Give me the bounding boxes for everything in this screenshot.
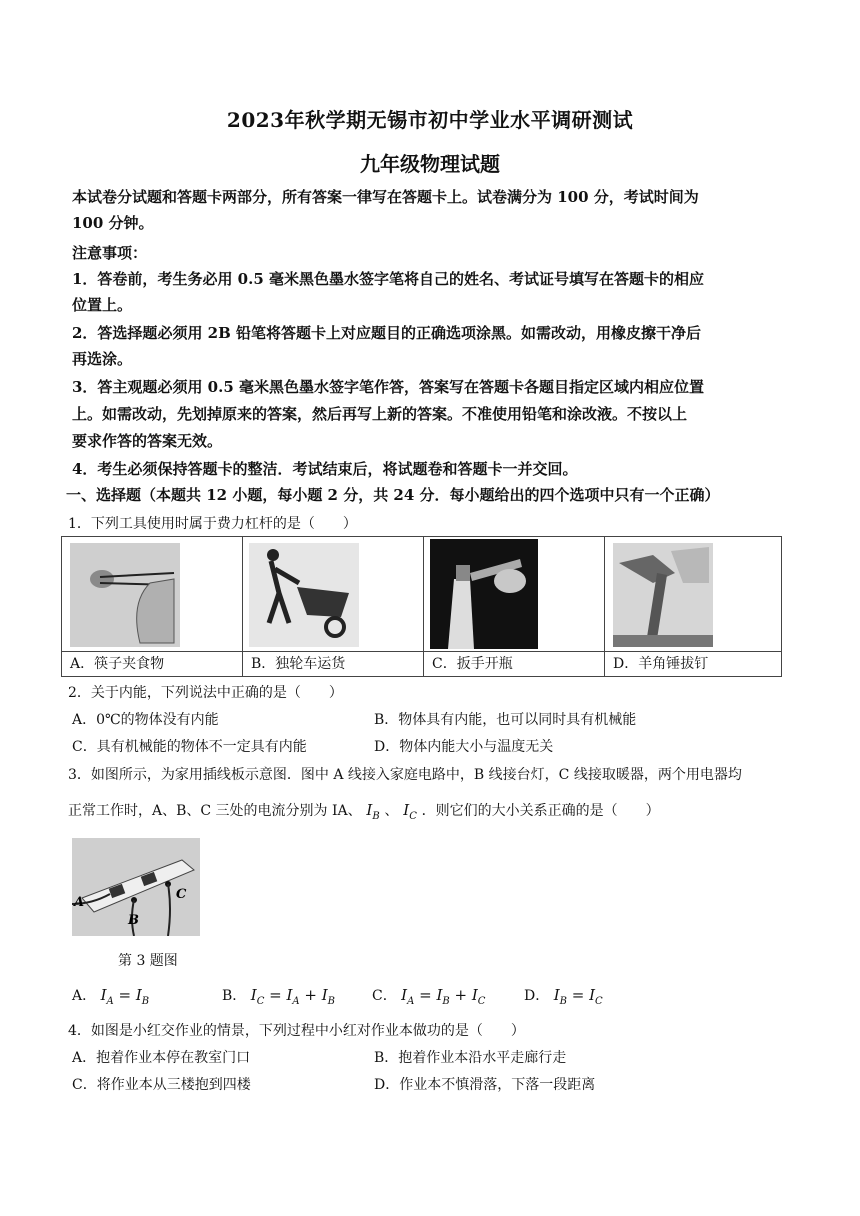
note-2-line2: 再选涂。 bbox=[72, 350, 133, 368]
q3-current-ic: $I_C$ bbox=[398, 801, 417, 822]
note-1-line2: 位置上。 bbox=[72, 296, 133, 314]
q1-option-b bbox=[243, 537, 424, 677]
q3-option-a-letter: A． bbox=[72, 988, 97, 1004]
q3-option-a bbox=[72, 985, 149, 1007]
q1-options-table bbox=[61, 536, 782, 677]
note-3-line3: 要求作答的答案无效。 bbox=[72, 432, 223, 450]
q3-option-c-letter: C． bbox=[372, 988, 397, 1004]
q3-option-b-formula: $I_C = I_A + I_B$ bbox=[250, 986, 335, 1007]
q2-option-d: D．物体内能大小与温度无关 bbox=[374, 739, 554, 755]
q3-option-d-formula: $I_B = I_C$ bbox=[553, 986, 603, 1007]
q4-option-c: C．将作业本从三楼抱到四楼 bbox=[72, 1077, 251, 1093]
note-3-line1: 3．答主观题必须用 0.5 毫米黑色墨水签字笔作答，答案写在答题卡各题目指定区域内相应位置 bbox=[72, 378, 704, 396]
q3-option-b bbox=[222, 985, 335, 1007]
fig-label-b: B bbox=[128, 913, 139, 928]
q2-option-b: B．物体具有内能，也可以同时具有机械能 bbox=[374, 712, 637, 728]
fig-label-a: A bbox=[74, 895, 85, 910]
exam-subtitle: 九年级物理试题 bbox=[360, 152, 500, 176]
q1-option-d-label: D．羊角锤拔钉 bbox=[605, 651, 781, 676]
q2-option-a: A．0℃的物体没有内能 bbox=[72, 712, 219, 728]
q2-stem: 2．关于内能，下列说法中正确的是（ ） bbox=[68, 685, 343, 701]
q3-option-d-letter: D． bbox=[524, 988, 550, 1004]
q4-option-a: A．抱着作业本停在教室门口 bbox=[72, 1050, 251, 1066]
q1-stem: 1．下列工具使用时属于费力杠杆的是（ ） bbox=[68, 516, 357, 532]
q4-option-b: B．抱着作业本沿水平走廊行走 bbox=[374, 1050, 567, 1066]
intro-line2: 100 分钟。 bbox=[72, 214, 154, 232]
section-heading: 一、选择题（本题共 12 小题，每小题 2 分，共 24 分．每小题给出的四个选项中只有一个正确） bbox=[66, 486, 720, 504]
q3-line1: 3．如图所示，为家用插线板示意图．图中 A 线接入家庭电路中，B 线接台灯，C 线接取暖器，两个用电器均 bbox=[68, 767, 742, 783]
q4-option-d: D．作业本不慎滑落，下落一段距离 bbox=[374, 1077, 596, 1093]
q3-option-d bbox=[524, 985, 603, 1007]
bottle-opener-image bbox=[430, 539, 538, 649]
q3-line2-text-b: ．则它们的大小关系正确的是（ ） bbox=[421, 803, 660, 819]
q3-figure-caption: 第 3 题图 bbox=[118, 953, 178, 969]
q1-option-a bbox=[62, 537, 243, 677]
q1-option-c-label: C．扳手开瓶 bbox=[424, 651, 604, 676]
q3-option-b-letter: B． bbox=[222, 988, 247, 1004]
power-strip-figure bbox=[72, 838, 200, 936]
q3-line2: 正常工作时，A、B、C 三处的电流分别为 IA、 $I_B$ 、 $I_C$ ．则它们的大小关系正确的是（ ） bbox=[68, 801, 660, 822]
q4-stem: 4．如图是小红交作业的情景，下列过程中小红对作业本做功的是（ ） bbox=[68, 1023, 525, 1039]
exam-title: 2023年秋学期无锡市初中学业水平调研测试 bbox=[226, 108, 634, 132]
note-1-line1: 1．答卷前，考生务必用 0.5 毫米黑色墨水签字笔将自己的姓名、考试证号填写在答题卡的相应 bbox=[72, 270, 704, 288]
wheelbarrow-image bbox=[249, 543, 359, 647]
notes-heading: 注意事项： bbox=[72, 244, 148, 262]
claw-hammer-image bbox=[613, 543, 713, 647]
note-4-line1: 4．考生必须保持答题卡的整洁．考试结束后，将试题卷和答题卡一并交回。 bbox=[72, 460, 578, 478]
fig-label-c: C bbox=[176, 887, 187, 902]
q2-option-c: C．具有机械能的物体不一定具有内能 bbox=[72, 739, 307, 755]
q3-option-c bbox=[372, 985, 485, 1007]
note-3-line2: 上。如需改动，先划掉原来的答案，然后再写上新的答案。不准使用铅笔和涂改液。不按以上 bbox=[72, 405, 688, 423]
chopsticks-image bbox=[70, 543, 180, 647]
q1-option-c bbox=[424, 537, 605, 677]
q3-option-c-formula: $I_A = I_B + I_C$ bbox=[401, 986, 486, 1007]
q3-line2-text-a: 正常工作时，A、B、C 三处的电流分别为 IA、 bbox=[68, 803, 362, 819]
q3-option-a-formula: $I_A = I_B$ bbox=[100, 986, 150, 1007]
q1-option-b-label: B．独轮车运货 bbox=[243, 651, 423, 676]
q1-option-a-label: A．筷子夹食物 bbox=[62, 651, 242, 676]
q3-current-ib: $I_B$ bbox=[361, 801, 380, 822]
note-2-line1: 2．答选择题必须用 2B 铅笔将答题卡上对应题目的正确选项涂黑。如需改动，用橡皮擦干净后 bbox=[72, 324, 702, 342]
intro-line1: 本试卷分试题和答题卡两部分，所有答案一律写在答题卡上。试卷满分为 100 分，考试时间为 bbox=[72, 188, 699, 206]
q1-option-d bbox=[605, 537, 782, 677]
